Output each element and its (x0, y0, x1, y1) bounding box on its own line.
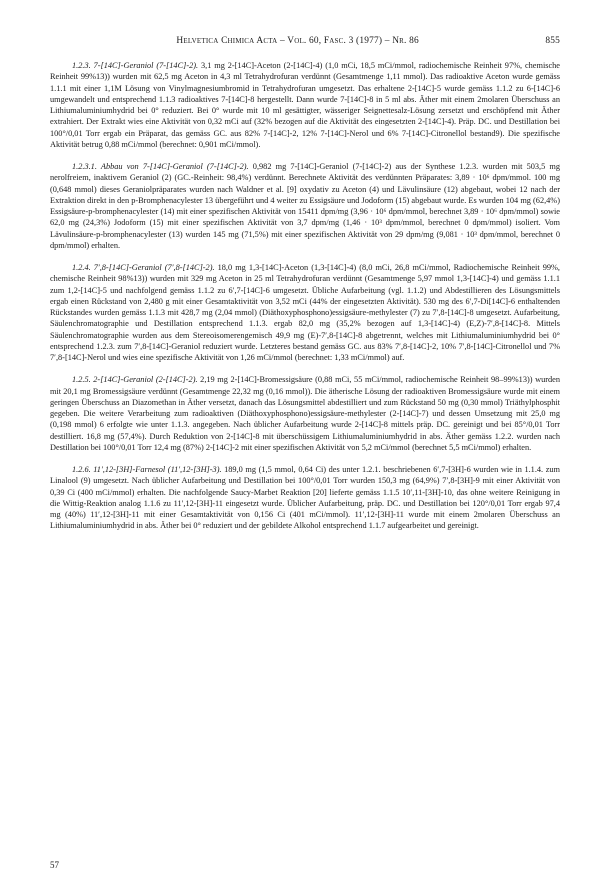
section-1-2-4 (50, 262, 560, 363)
page-footer-code: 57 (50, 860, 59, 870)
section-title: 1.2.3.1. Abbau von 7-[14C]-Geraniol (7-[14C]-2). (72, 162, 249, 171)
section-body: 189,0 mg (1,5 mmol, 0,64 Ci) des unter 1.2.1. beschriebenen 6′,7-[3H]-6 wurden wie in 1.1.4. zum Linalool (9) umgesetzt. Nach üblicher Aufarbeitung und Destillation bei 100°/0,01 Torr wurden 150,3 mg (64,9%) 7′,8-[3H]-9 mit einer Aktivität von 0,39 Ci (400 mCi/mmol) erhalten. Die nachfolgende Saucy-Marbet Reaktion [20] lieferte gemäss 1.1.5 10′,11-[3H]-10, das ohne weitere Reinigung in die Wittig-Reaktion analog 1.1.6 zu 11′,12-[3H]-11 eingesetzt wurde. Üblicher Aufarbeitung, präp. DC. und Destillation bei 120°/0,01 Torr ergab 97,4 mg (40%) 11′,12-[3H]-11 mit einer Gesamtaktivität von 0,156 Ci (401 mCi/mmol). 11′,12-[3H]-11 wurde mit einem 2molaren Überschuss an Lithiumaluminiumhydrid in abs. Äther bei 0° reduziert und der gebildete Alkohol entsprechend 1.1.7 aufgearbeitet und gereinigt. (50, 465, 560, 531)
section-1-2-3 (50, 60, 560, 150)
section-body: 0,982 mg 7-[14C]-Geraniol (7-[14C]-2) aus der Synthese 1.2.3. wurden mit 503,5 mg nerolfreiem, inaktivem Geraniol (2) (GC.-Reinheit: 98,4%) verdünnt. Berechnete Aktivität des verdünnten Präparates: 3,89 · 10⁶ dpm/mmol. 100 mg (0,648 mmol) dieses Geraniolpräparates wurden nach Waldner et al. [9] oxydativ zu Aceton (4) und Lävulinsäure (12) abgebaut, wobei 12 nach der Extraktion direkt in den p-Bromphenacylester 13 übergeführt und 4 weiter zu Essigsäure und Jodoform (15) abgebaut wurde. Es wurden 104 mg (62,4%) Essigsäure-p-bromphenacylester (14) mit einer spezifischen Aktivität von 15411 dpm/mg (3,96 · 10⁶ dpm/mmol, berechnet 3,89 · 10⁶ dpm/mmol) sowie 62,0 mg (24,3%) Jodoform (15) mit einer spezifischen Aktivität von 3,7 dpm/mg (1,46 · 10³ dpm/mmol, berechnet 0 dpm/mmol) isoliert. Vom Lävulinsäure-p-bromphenacylester (13) wurden 145 mg (71,5%) mit einer spezifischen Aktivität von 29 dpm/mg (9,081 · 10³ dpm/mmol, berechnet 0 dpm/mmol) erhalten. (50, 162, 561, 250)
section-1-2-6 (50, 464, 560, 532)
section-title: 1.2.3. 7-[14C]-Geraniol (7-[14C]-2). (72, 61, 199, 70)
section-title: 1.2.6. 11′,12-[3H]-Farnesol (11′,12-[3H]-3). (72, 465, 222, 474)
section-1-2-3-1 (50, 161, 560, 251)
section-title: 1.2.4. 7′,8-[14C]-Geraniol (7′,8-[14C]-2). (72, 263, 215, 272)
page-content (50, 36, 560, 543)
section-body: 3,1 mg 2-[14C]-Aceton (2-[14C]-4) (1,0 mCi, 18,5 mCi/mmol, radiochemische Reinheit 97%, chemische Reinheit 99%13)) wurden mit 62,5 mg Aceton in 4,3 ml Tetrahydrofuran verdünnt (Gesamtmenge 1,11 mmol). Das radioaktive Aceton wurde gemäss 1.1.1 mit einer 1,1M Lösung von Vinylmagnesiumbromid in Tetrahydrofuran umgesetzt. Das erhaltene 2-[14C]-5 wurde gemäss 1.1.2 zu 6-[14C]-6 umgewandelt und entsprechend 1.1.3 radioaktives 7-[14C]-8 hergestellt. Dann wurde 7-[14C]-8 in 5 ml abs. Äther mit einem 2molaren Überschuss an Lithiumaluminiumhydrid bei 0° reduziert. Bei 0° wurde mit 10 ml gesättigter, wässeriger Seignettesalz-Lösung zersetzt und erschöpfend mit Äther extrahiert. Der Extrakt wies eine Aktivität von 0,32 mCi auf (32% bezogen auf die Aktivität des eingesetzten 2-[14C]-4). Präp. DC. und Destillation bei 100°/0,01 Torr ergab ein Präparat, das gemäss GC. aus 82% 7-[14C]-2, 12% 7-[14C]-Nerol und 6% 7-[14C]-Citronellol bestand9). Die spezifische Aktivität betrug 0,88 mCi/mmol (berechnet: 0,901 mCi/mmol). (50, 61, 560, 149)
section-1-2-5 (50, 374, 560, 453)
section-body: 2,19 mg 2-[14C]-Bromessigsäure (0,88 mCi, 55 mCi/mmol, radiochemische Reinheit 98–99%13)) wurden mit 20,1 mg Bromessigsäure verdünnt (Gesamtmenge 22,32 mg (0,16 mmol)). Die ätherische Lösung der radioaktiven Bromessigsäure wurde mit einem geringen Überschuss an Diazomethan in Äther versetzt, danach das Lösungsmittel abdestilliert und zum Rückstand 50 mg (0,30 mmol) Triäthylphosphit gegeben. Die weitere Verarbeitung zum radioaktiven (Diäthoxyphosphono)essigsäure-methylester (2-[14C]-7) und dessen Umsetzung mit 25,0 mg (0,198 mmol) 6 erfolgte wie unter 1.1.3. angegeben. Nach üblicher Aufarbeitung wurde 2-[14C]-8 mittels präp. DC. gereinigt und bei 85°/0,01 Torr destilliert. 16,8 mg (57,4%). Durch Reduktion von 2-[14C]-8 mit überschüssigem Lithiumaluminiumhydrid in abs. Äther gemäss 1.2.2. wurden nach Destillation bei 100°/0,01 Torr 12,4 mg (87%) 2-[14C]-2 mit einer spezifischen Aktivität von 5,2 mCi/mmol (berechnet 5,5 mCi/mmol) erhalten. (50, 375, 561, 452)
running-header (50, 36, 560, 46)
journal-citation: Helvetica Chimica Acta – Vol. 60, Fasc. 3 (1977) – Nr. 86 (176, 36, 419, 46)
page-number: 855 (545, 36, 560, 46)
section-body: 18,0 mg 1,3-[14C]-Aceton (1,3-[14C]-4) (8,0 mCi, 26,8 mCi/mmol, Radiochemische Reinheit 99%, chemische Reinheit 98%13)) wurden mit 329 mg Aceton in 25 ml Tetrahydrofuran verdünnt (Gesamtmenge 5,97 mmol 1,3-[14C]-4) und gemäss 1.1.1 zum 1,2-[14C]-5 und nachfolgend gemäss 1.1.2 zu 6′,7-[14C]-6 umgesetzt. Übliche Aufarbeitung (vgl. 1.1.2) und Abdestillieren des Lösungsmittels ergab einen Rückstand von 2,480 g mit einer Gesamtaktivität von 3,52 mCi (44% der eingesetzten Aktivität). 530 mg des 6′,7-Di[14C]-6 enthaltenden Rückstandes wurden gemäss 1.1.3 mit 428,7 mg (2,04 mmol) (Diäthoxyphosphono)essigsäure-methylester (7) zu 7′,8-[14C]-8 umgesetzt. Aufarbeitung, Säulenchromatographie und Destillation entsprechend 1.1.3. ergab 82,0 mg (35,2% bezogen auf 1,3-[14C]-4) (E,Z)-7′,8-[14C]-8. Mittels Säulenchromatographie wurden aus dem Stereoisomerengemisch 49,9 mg (E)-7′,8-[14C]-8 abgetrennt, welches mit Lithiumaluminiumhydrid bei 0° entsprechend 1.2.3. zum 7′,8-[14C]-Geraniol reduziert wurde. Letzteres bestand gemäss GC. aus 83% 7′,8-[14C]-2, 10% 7′,8-[14C]-Citronellol und 7% 7′,8-[14C]-Nerol und wies eine spezifische Aktivität von 1,26 mCi/mmol (berechnet: 1,33 mCi/mmol) auf. (50, 263, 560, 362)
section-title: 1.2.5. 2-[14C]-Geraniol (2-[14C]-2). (72, 375, 198, 385)
